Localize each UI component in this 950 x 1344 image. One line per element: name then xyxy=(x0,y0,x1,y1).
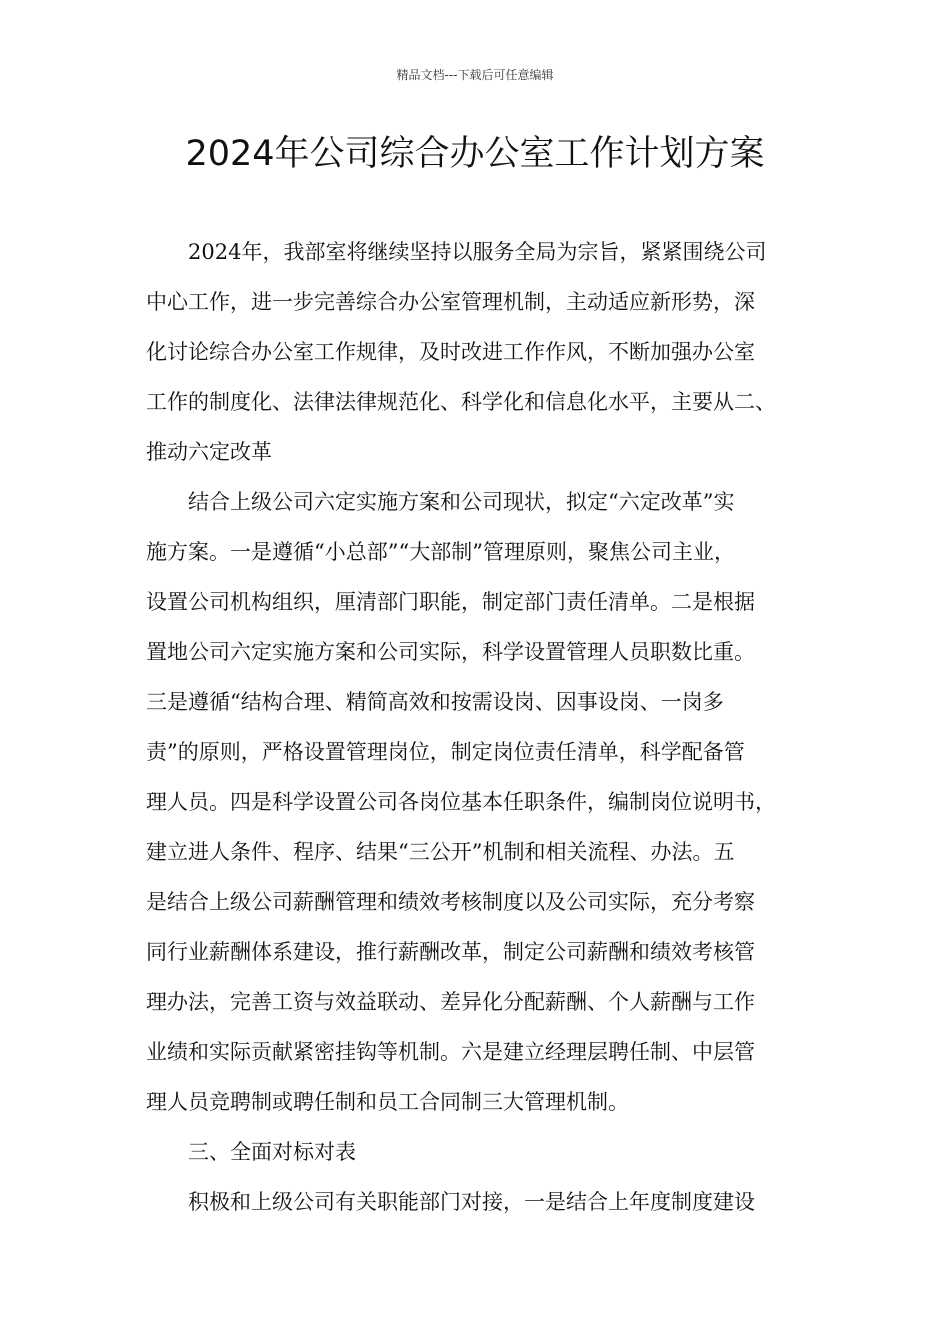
page-title: 2024年公司综合办公室工作计划方案 xyxy=(185,134,765,174)
paragraph-line: 推动六定改革 xyxy=(146,440,272,464)
paragraph-line: 三是遵循“结构合理、精简高效和按需设岗、因事设岗、一岗多 xyxy=(146,690,724,714)
paragraph-line: 是结合上级公司薪酬管理和绩效考核制度以及公司实际，充分考察 xyxy=(146,890,755,914)
paragraph-line: 理人员竞聘制或聘任制和员工合同制三大管理机制。 xyxy=(146,1090,629,1114)
paragraph-line: 工作的制度化、法律法律规范化、科学化和信息化水平，主要从二、 xyxy=(146,390,776,414)
paragraph-line: 业绩和实际贡献紧密挂钩等机制。六是建立经理层聘任制、中层管 xyxy=(146,1040,755,1064)
section-heading: 三、全面对标对表 xyxy=(188,1140,356,1164)
paragraph-line: 积极和上级公司有关职能部门对接，一是结合上年度制度建设 xyxy=(188,1190,755,1214)
paragraph-line: 施方案。一是遵循“小总部”“大部制”管理原则，聚焦公司主业， xyxy=(146,540,735,564)
paragraph-line: 置地公司六定实施方案和公司实际，科学设置管理人员职数比重。 xyxy=(146,640,755,664)
paragraph-line: 中心工作，进一步完善综合办公室管理机制，主动适应新形势，深 xyxy=(146,290,755,314)
paragraph-line: 设置公司机构组织，厘清部门职能，制定部门责任清单。二是根据 xyxy=(146,590,755,614)
paragraph-line: 理办法，完善工资与效益联动、差异化分配薪酬、个人薪酬与工作 xyxy=(146,990,755,1014)
paragraph-line: 责”的原则，严格设置管理岗位，制定岗位责任清单，科学配备管 xyxy=(146,740,745,764)
paragraph-line: 化讨论综合办公室工作规律，及时改进工作作风，不断加强办公室 xyxy=(146,340,755,364)
paragraph-line: 同行业薪酬体系建设，推行薪酬改革，制定公司薪酬和绩效考核管 xyxy=(146,940,755,964)
paragraph-line: 2024年，我部室将继续坚持以服务全局为宗旨，紧紧围绕公司 xyxy=(188,240,767,264)
header-note: 精品文档---下载后可任意编辑 xyxy=(396,68,554,82)
paragraph-line: 建立进人条件、程序、结果“三公开”机制和相关流程、办法。五 xyxy=(146,840,735,864)
paragraph-line: 理人员。四是科学设置公司各岗位基本任职条件，编制岗位说明书， xyxy=(146,790,776,814)
paragraph-line: 结合上级公司六定实施方案和公司现状，拟定“六定改革”实 xyxy=(188,490,735,514)
